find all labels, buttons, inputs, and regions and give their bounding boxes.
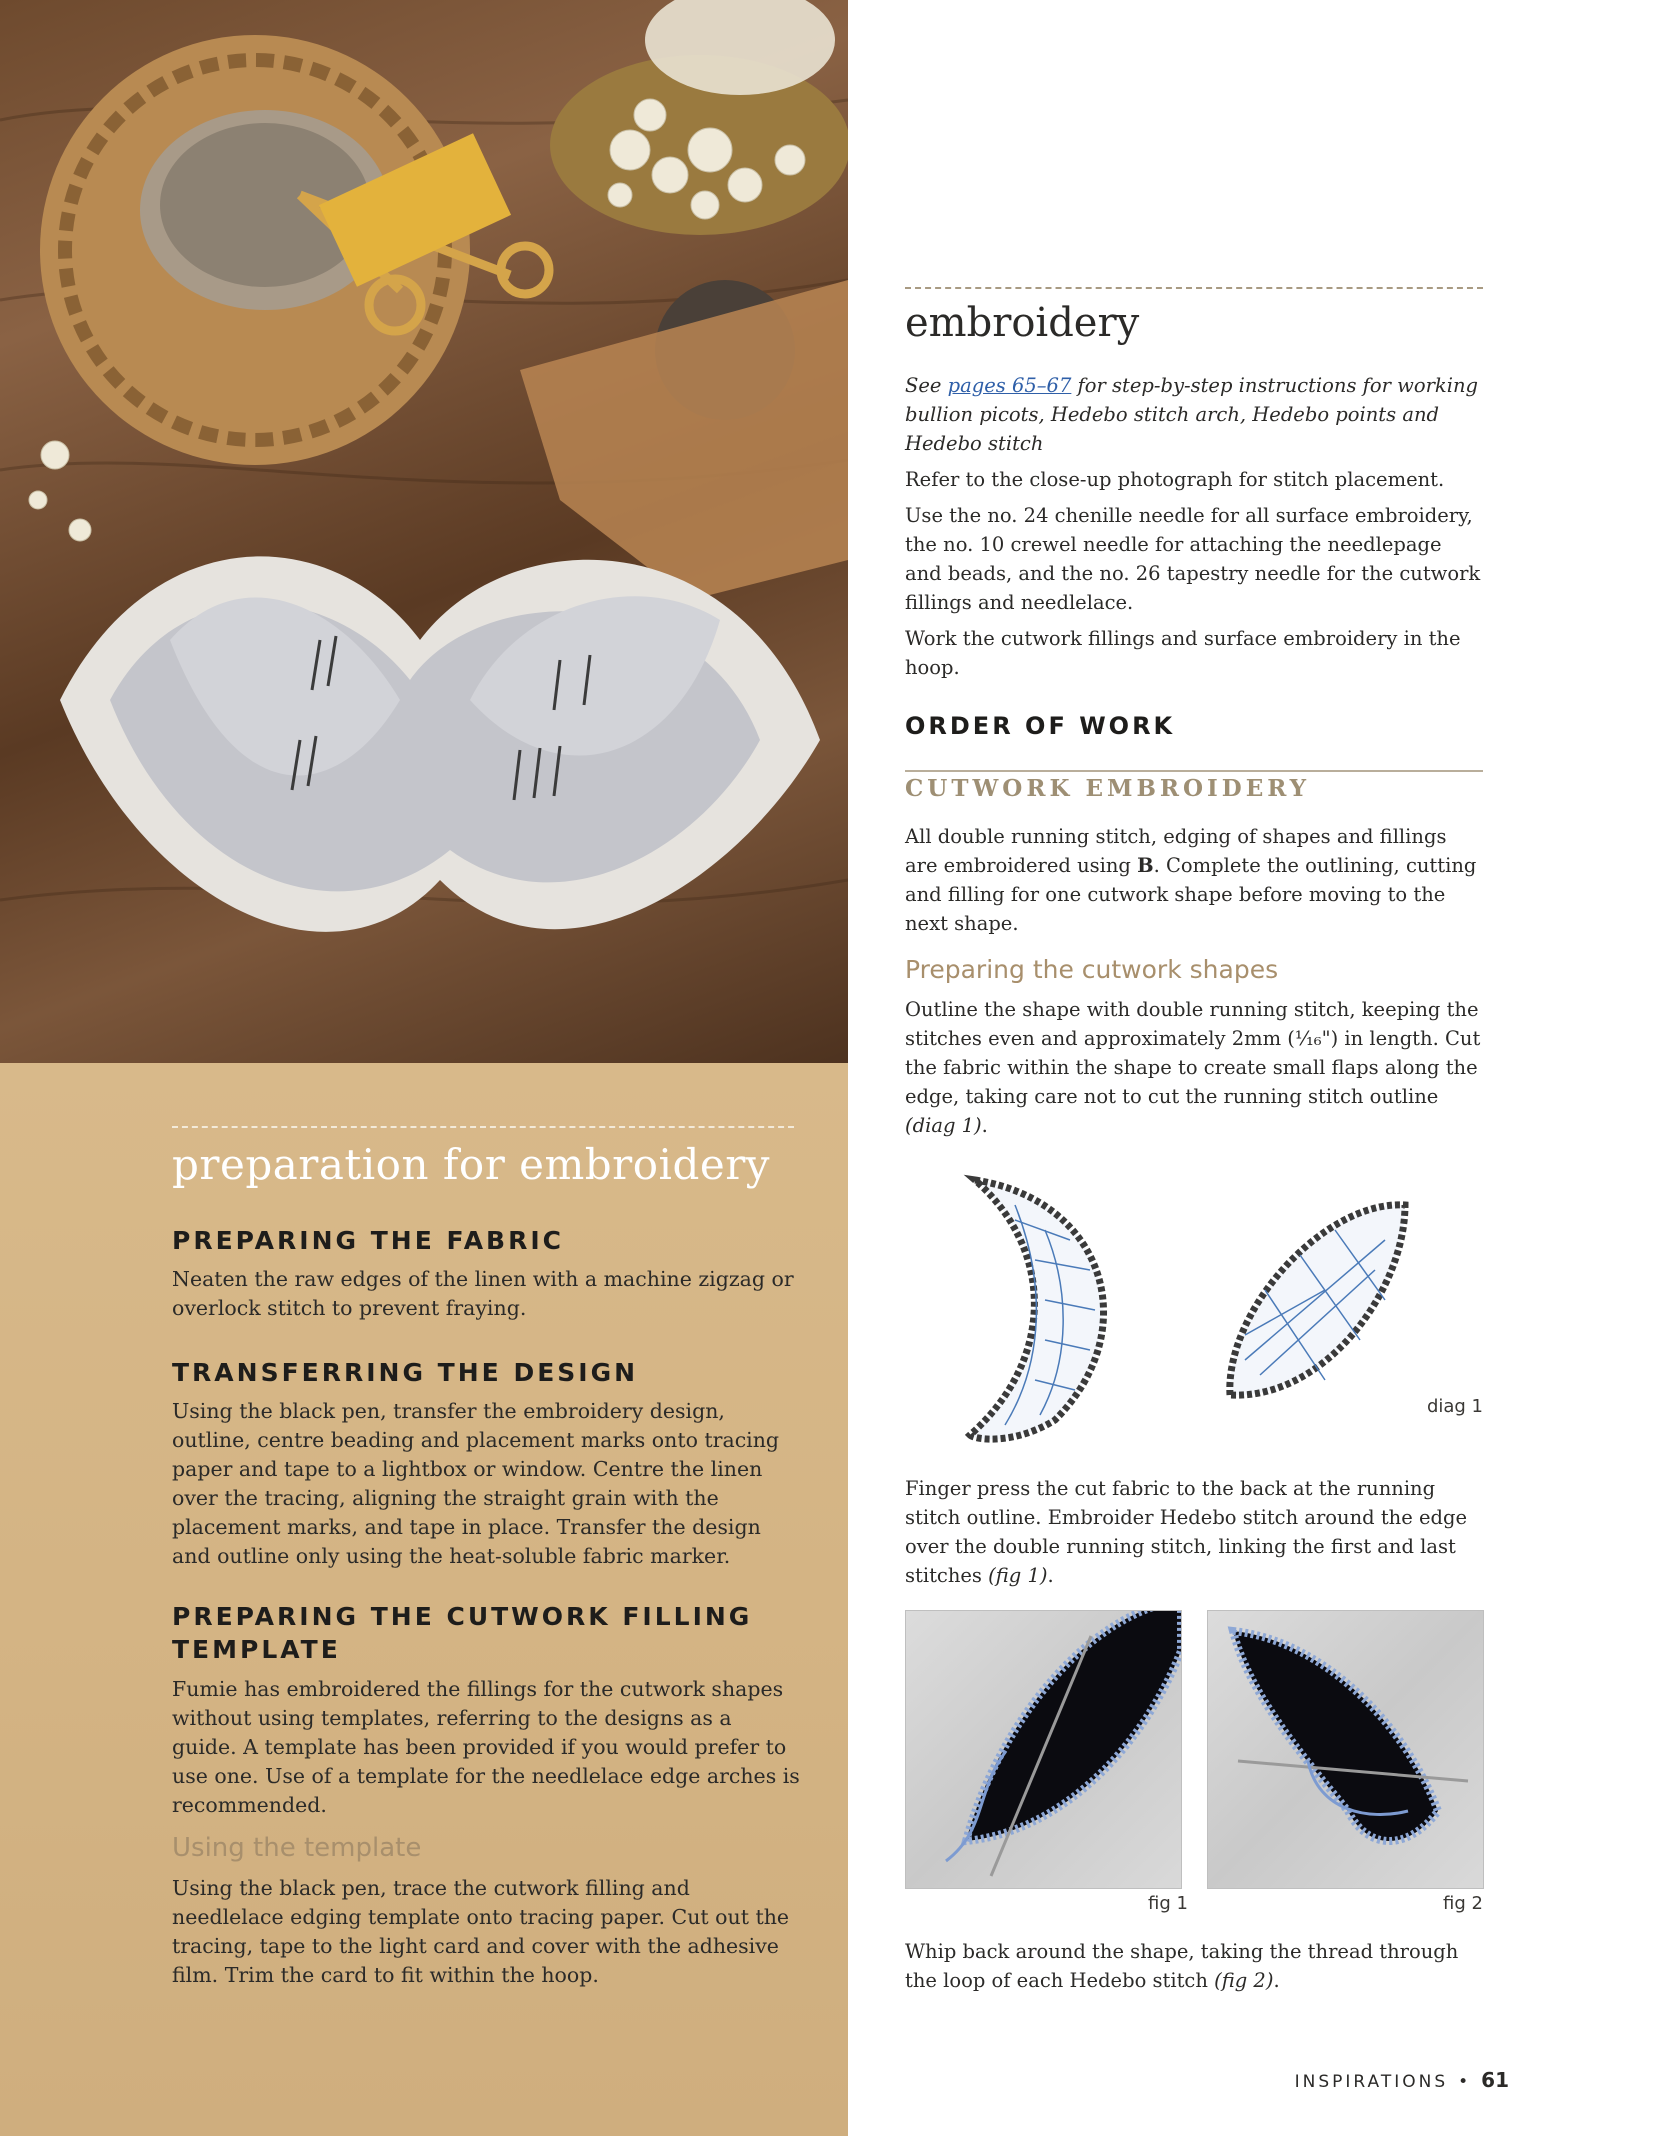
- whip-text-b: .: [1273, 1969, 1280, 1992]
- pages-link[interactable]: pages 65–67: [947, 374, 1072, 397]
- text-preparing-fabric: Neaten the raw edges of the linen with a machine zigzag or overlock stitch to prevent fraying.: [172, 1267, 794, 1320]
- fig-2-caption: fig 2: [1443, 1893, 1483, 1914]
- finger-text-a: Finger press the cut fabric to the back at the running stitch outline. Embroider Hedebo stitch around the edge over the double running stitch, linking the first and last stitches: [905, 1477, 1467, 1587]
- figure-2: [1207, 1610, 1484, 1889]
- finger-text-b: .: [1047, 1564, 1054, 1587]
- heading-cutwork-embroidery: CUTWORK EMBROIDERY: [905, 775, 1311, 802]
- fig-1-caption: fig 1: [1148, 1893, 1188, 1914]
- preparing-text-b: .: [981, 1114, 988, 1137]
- cutwork-text-a: All double running stitch, edging of shapes and fillings are embroidered using: [905, 825, 1447, 877]
- cutwork-shapes-diagram: [905, 1160, 1483, 1450]
- text-whip-back: [905, 1937, 1483, 1995]
- fig1-ref: (fig 1): [988, 1564, 1048, 1587]
- text-cutwork-template: Fumie has embroidered the fillings for the cutwork shapes without using templates, referring to the designs as a guide. A template has been provided if you would prefer to use one. Use of a template for the needlelace edge arches is recommended.: [172, 1677, 800, 1817]
- text-needles: Use the no. 24 chenille needle for all surface embroidery, the no. 10 crewel needle for attaching the needlepage and beads, and the no. 26 tapestry needle for the cutwork fillings and needlelace.: [905, 504, 1481, 614]
- heading-cutwork-template: PREPARING THE CUTWORK FILLING TEMPLATE: [172, 1602, 753, 1664]
- diag1-ref: (diag 1): [905, 1114, 982, 1137]
- text-hoop: Work the cutwork fillings and surface embroidery in the hoop.: [905, 627, 1461, 679]
- needlebook: [60, 556, 820, 931]
- cutwork-text-b: . Complete the outlining, cutting and filling for one cutwork shape before moving to the next shape.: [905, 854, 1477, 935]
- see-prefix: See: [905, 374, 948, 397]
- text-finger-press: [905, 1474, 1483, 1590]
- right-section-title: embroidery: [905, 300, 1140, 346]
- text-preparing-cutwork-shapes: [905, 995, 1483, 1140]
- right-dashed-rule: [905, 287, 1483, 289]
- hero-photo: [0, 0, 848, 1063]
- whip-text-a: Whip back around the shape, taking the thread through the loop of each Hedebo stitch: [905, 1940, 1459, 1992]
- footer-section: INSPIRATIONS: [1294, 2072, 1449, 2092]
- left-section-title: preparation for embroidery: [172, 1140, 771, 1189]
- text-stitch-placement: Refer to the close-up photograph for stitch placement.: [905, 468, 1445, 491]
- left-dashed-rule: [172, 1126, 794, 1128]
- preparing-text-a: Outline the shape with double running stitch, keeping the stitches even and approximately 2mm (¹⁄₁₆") in length. Cut the fabric within the shape to create small flaps along the edge, taking care not to cut the running stitch outline: [905, 998, 1481, 1108]
- heading-transferring-design: TRANSFERRING THE DESIGN: [172, 1358, 639, 1387]
- thread-b-label: B: [1137, 854, 1154, 877]
- heading-using-template: Using the template: [172, 1833, 422, 1863]
- diagram-1: [905, 1160, 1483, 1450]
- fig2-ref: (fig 2): [1214, 1969, 1274, 1992]
- page-number: 61: [1481, 2068, 1509, 2092]
- footer-bullet: •: [1458, 2072, 1472, 2092]
- heading-preparing-cutwork-shapes: Preparing the cutwork shapes: [905, 955, 1279, 984]
- text-using-template: Using the black pen, trace the cutwork filling and needlelace edging template onto tracing paper. Cut out the tracing, tape to the light card and cover with the adhesive film. Trim the card to fit within the hoop.: [172, 1876, 790, 1987]
- diag-1-caption: diag 1: [1426, 1396, 1483, 1417]
- see-suffix: for step-by-step instructions for working bullion picots, Hedebo stitch arch, Hedebo points and Hedebo stitch: [905, 374, 1478, 455]
- fig-2-photo: [1208, 1611, 1483, 1888]
- order-rule: [905, 770, 1483, 772]
- figure-1: [905, 1610, 1182, 1889]
- fig-1-photo: [906, 1611, 1181, 1888]
- embroidery-photo-illustration: [0, 0, 848, 1063]
- see-pages-note: [905, 371, 1483, 458]
- crescent-shape: [970, 1180, 1104, 1439]
- text-transferring-design: Using the black pen, transfer the embroidery design, outline, centre beading and placement marks onto tracing paper and tape to a lightbox or window. Centre the linen over the tracing, aligning the straight grain with the placement marks, and tape in place. Transfer the design and outline only using the heat-soluble fabric marker.: [172, 1399, 780, 1568]
- leaf-shape: [1230, 1205, 1405, 1395]
- heading-order-of-work: ORDER OF WORK: [905, 712, 1176, 740]
- heading-preparing-fabric: PREPARING THE FABRIC: [172, 1226, 564, 1255]
- page-footer: [1295, 2068, 1509, 2092]
- text-cutwork-embroidery: [905, 822, 1483, 938]
